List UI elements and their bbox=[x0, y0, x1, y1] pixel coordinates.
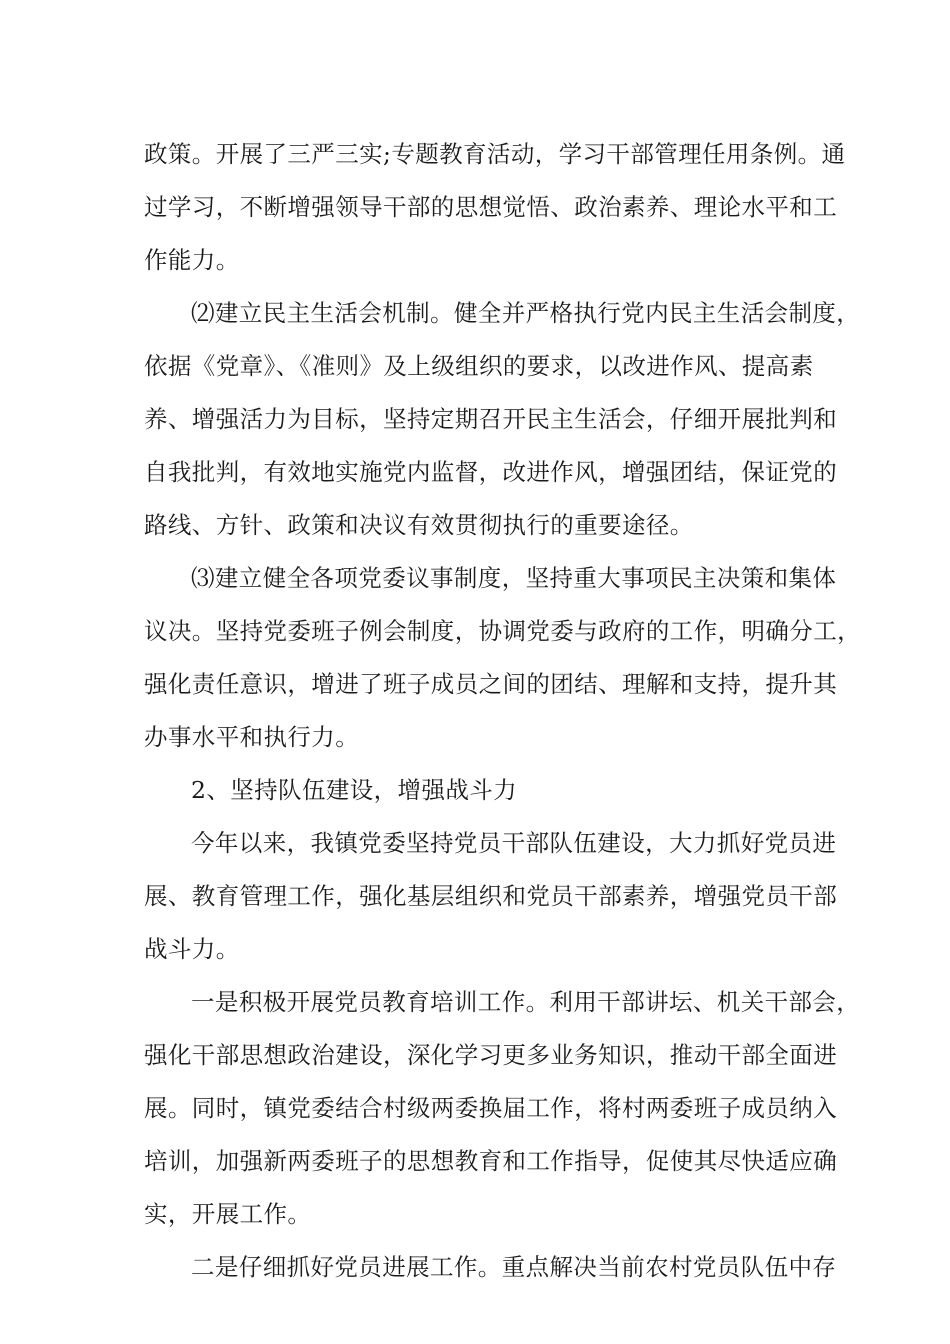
text-line: 强化责任意识，增进了班子成员之间的团结、理解和支持，提升其 bbox=[144, 670, 838, 698]
text-line: ⑵建立民主生活会机制。健全并严格执行党内民主生活会制度， bbox=[191, 299, 861, 327]
text-line: 政策。开展了三严三实;专题教育活动，学习干部管理任用条例。通 bbox=[144, 140, 846, 168]
text-line: 二是仔细抓好党员进展工作。重点解决当前农村党员队伍中存 bbox=[191, 1253, 837, 1281]
text-line: 议决。坚持党委班子例会制度，协调党委与政府的工作，明确分工， bbox=[144, 617, 861, 645]
text-line: 今年以来，我镇党委坚持党员干部队伍建设，大力抓好党员进 bbox=[191, 829, 837, 857]
text-line: 自我批判，有效地实施党内监督，改进作风，增强团结，保证党的 bbox=[144, 458, 838, 486]
text-line: 实，开展工作。 bbox=[144, 1200, 312, 1228]
text-line: 战斗力。 bbox=[144, 935, 240, 963]
section-heading: 2、坚持队伍建设，增强战斗力 bbox=[191, 776, 518, 804]
text-line: 作能力。 bbox=[144, 246, 240, 274]
text-line: 一是积极开展党员教育培训工作。利用干部讲坛、机关干部会， bbox=[191, 988, 861, 1016]
text-line: ⑶建立健全各项党委议事制度，坚持重大事项民主决策和集体 bbox=[191, 564, 837, 592]
text-line: 展。同时，镇党委结合村级两委换届工作，将村两委班子成员纳入 bbox=[144, 1094, 838, 1122]
text-line: 路线、方针、政策和决议有效贯彻执行的重要途径。 bbox=[144, 511, 694, 539]
text-line: 依据《党章》、《准则》及上级组织的要求，以改进作风、提高素 bbox=[144, 352, 814, 380]
document-body bbox=[144, 128, 861, 1294]
text-line: 培训，加强新两委班子的思想教育和工作指导，促使其尽快适应确 bbox=[144, 1147, 838, 1175]
text-line: 养、增强活力为目标，坚持定期召开民主生活会，仔细开展批判和 bbox=[144, 405, 838, 433]
text-line: 过学习，不断增强领导干部的思想觉悟、政治素养、理论水平和工 bbox=[144, 193, 838, 221]
text-line: 办事水平和执行力。 bbox=[144, 723, 360, 751]
text-line: 强化干部思想政治建设，深化学习更多业务知识，推动干部全面进 bbox=[144, 1041, 838, 1069]
text-line: 展、教育管理工作，强化基层组织和党员干部素养，增强党员干部 bbox=[144, 882, 838, 910]
